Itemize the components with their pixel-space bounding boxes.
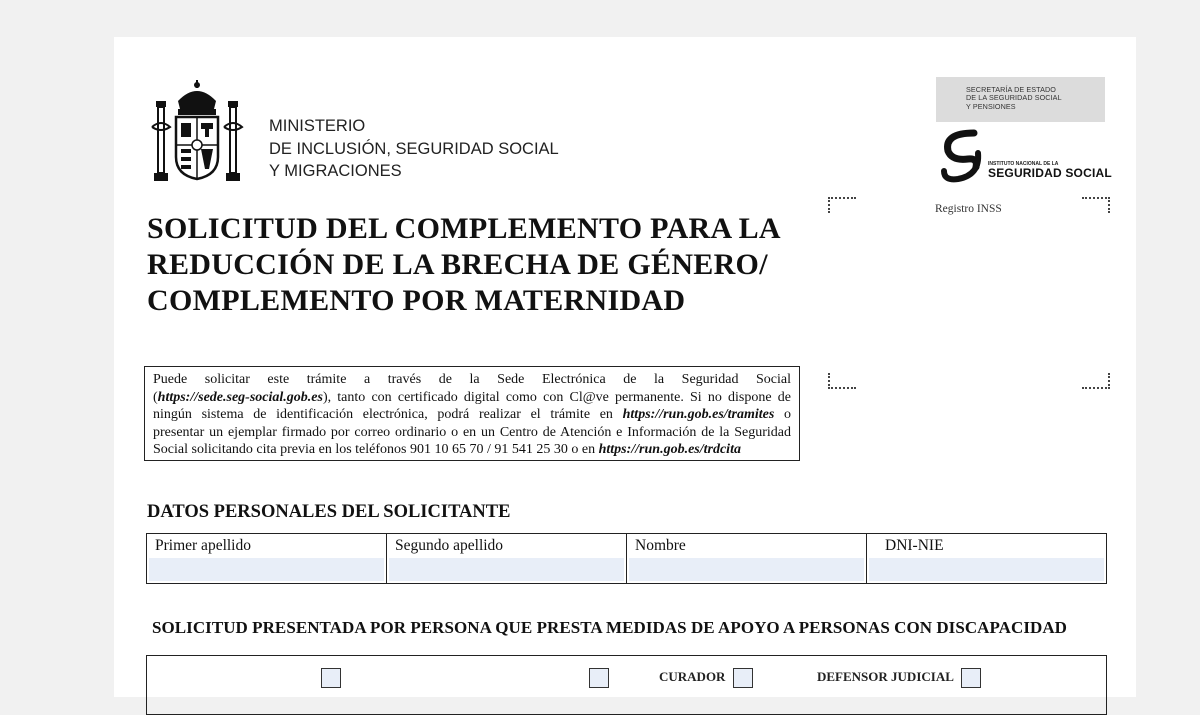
- inss-title: SEGURIDAD SOCIAL: [988, 166, 1112, 180]
- form-title: [147, 211, 827, 319]
- nombre-input[interactable]: [629, 558, 864, 581]
- field-dni-nie: [867, 534, 1106, 583]
- notice-line: presentar un ejemplar firmado por correo ordinario o en un Centro de Atención e Información de la Seguridad: [153, 424, 791, 440]
- support-measures-table: [146, 655, 1107, 715]
- sede-link[interactable]: https://sede.seg-social.gob.es: [157, 389, 323, 405]
- coat-of-arms-icon: [148, 79, 246, 187]
- personal-data-table: [146, 533, 1107, 584]
- cita-link[interactable]: https://run.gob.es/trdcita: [598, 442, 741, 457]
- field-label: Primer apellido: [155, 537, 251, 554]
- field-segundo-apellido: [387, 534, 627, 583]
- notice-line: (https://sede.seg-social.gob.es), tanto con certificado digital como con Cl@ve permanente. Si no dispone de: [153, 389, 791, 405]
- inss-subtitle: INSTITUTO NACIONAL DE LA: [988, 161, 1059, 167]
- secretaria-line: DE LA SEGURIDAD SOCIAL: [966, 93, 1062, 103]
- ministry-line: Y MIGRACIONES: [269, 162, 402, 180]
- field-label: Segundo apellido: [395, 537, 504, 554]
- defensor-judicial-checkbox[interactable]: [961, 668, 981, 688]
- option-label-defensor: DEFENSOR JUDICIAL: [817, 669, 954, 684]
- section-title-apoyo: SOLICITUD PRESENTADA POR PERSONA QUE PRESTA MEDIDAS DE APOYO A PERSONAS CON DISCAPACIDAD: [152, 618, 1067, 637]
- form-page: [114, 37, 1136, 697]
- secretaria-line: Y PENSIONES: [966, 101, 1016, 111]
- option-checkbox[interactable]: [589, 668, 609, 688]
- field-nombre: [627, 534, 867, 583]
- dni-nie-input[interactable]: [869, 558, 1104, 581]
- notice-line: Puede solicitar este trámite a través de la Sede Electrónica de la Seguridad Social: [153, 372, 791, 387]
- field-primer-apellido: [147, 534, 387, 583]
- segundo-apellido-input[interactable]: [389, 558, 624, 581]
- inss-logo-icon: [938, 129, 984, 187]
- title-line: COMPLEMENTO POR MATERNIDAD: [147, 284, 686, 317]
- registro-stamp-area: [828, 197, 1110, 389]
- field-label: DNI-NIE: [885, 537, 944, 554]
- notice-box: [144, 366, 800, 461]
- section-title-datos-personales: DATOS PERSONALES DEL SOLICITANTE: [147, 502, 511, 522]
- secretaria-line: SECRETARÍA DE ESTADO: [966, 85, 1056, 94]
- registro-label: Registro INSS: [935, 203, 1002, 215]
- tramites-link[interactable]: https://run.gob.es/tramites: [622, 407, 775, 422]
- option-label-curador: CURADOR: [659, 669, 726, 684]
- field-label: Nombre: [635, 537, 686, 554]
- ministry-line: DE INCLUSIÓN, SEGURIDAD SOCIAL: [269, 139, 559, 158]
- notice-line: ningún sistema de identificación electrónica, podrá realizar el trámite en https://run.gob.es/tramites o: [153, 407, 792, 422]
- secretaria-box: [936, 77, 1105, 122]
- ministry-name: [269, 115, 589, 183]
- curador-checkbox[interactable]: [733, 668, 753, 688]
- ministry-line: MINISTERIO: [269, 117, 366, 135]
- title-line: SOLICITUD DEL COMPLEMENTO PARA LA: [147, 212, 781, 245]
- option-checkbox[interactable]: [321, 668, 341, 688]
- title-line: REDUCCIÓN DE LA BRECHA DE GÉNERO/: [147, 248, 768, 281]
- notice-line: Social solicitando cita previa en los teléfonos 901 10 65 70 / 91 541 25 30 o en https://run.gob.es/trdcita: [153, 442, 741, 457]
- primer-apellido-input[interactable]: [149, 558, 384, 581]
